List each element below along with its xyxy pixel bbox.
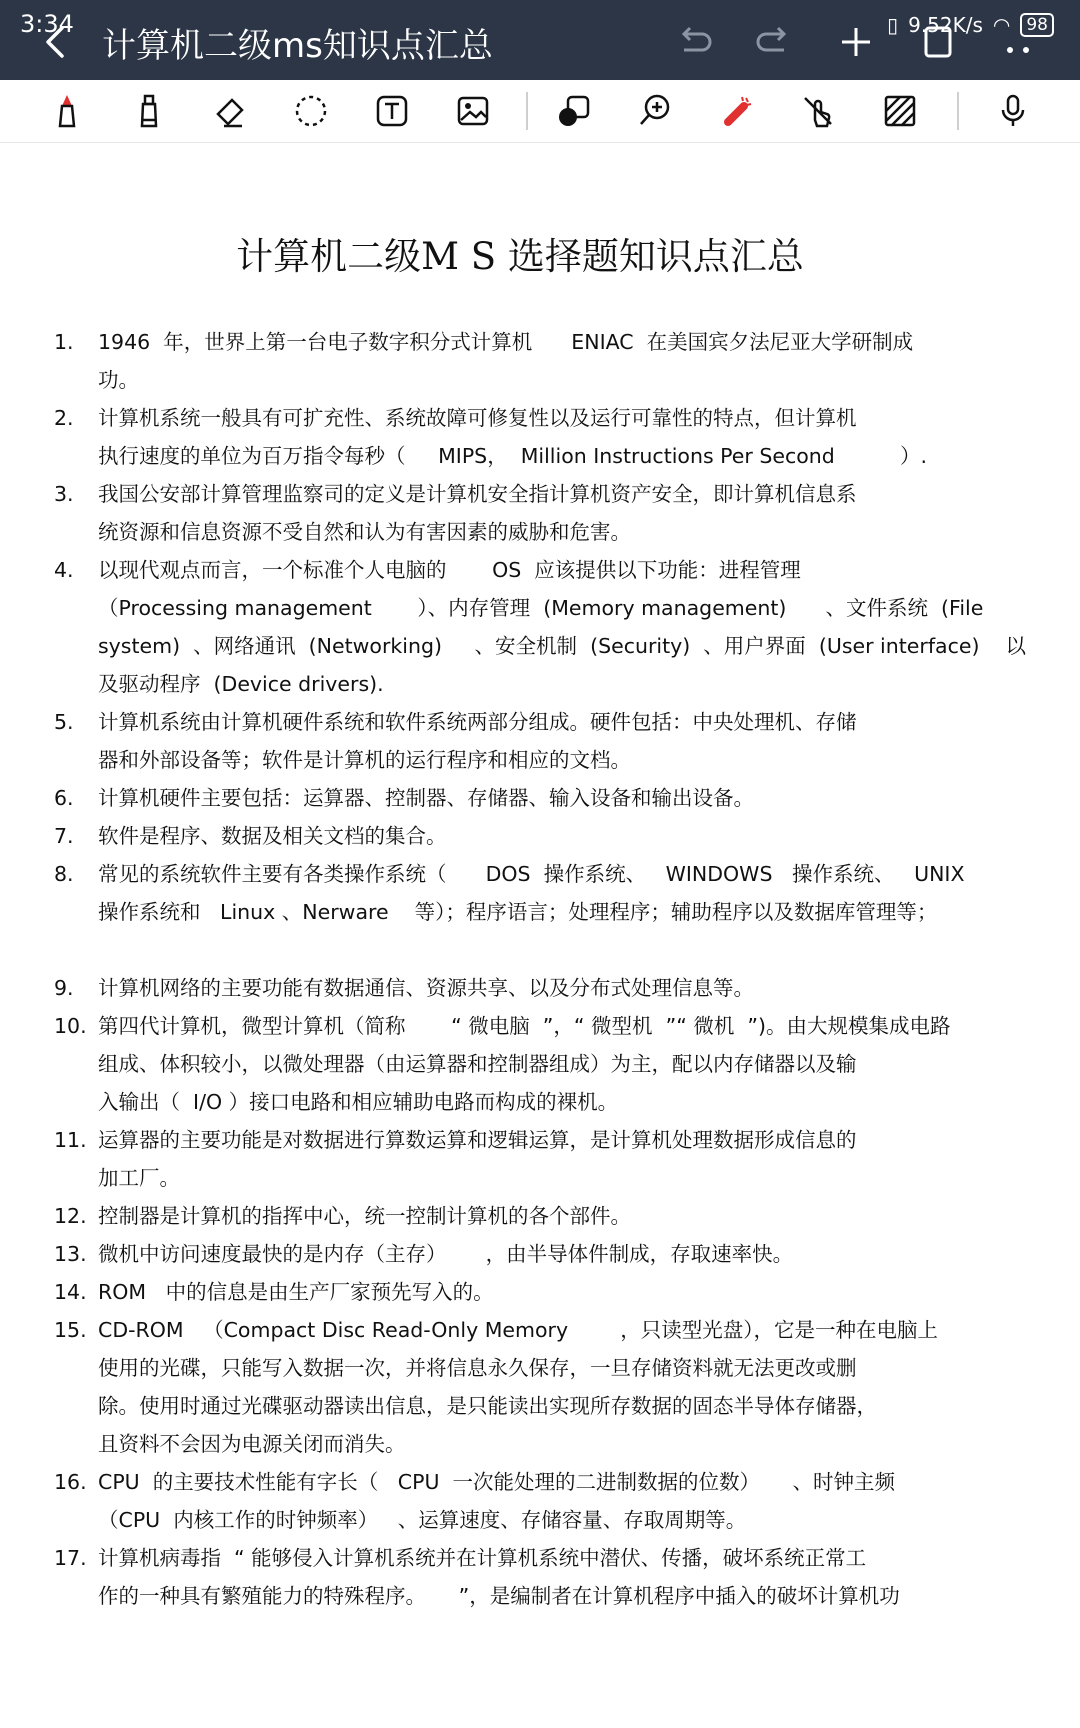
shape-tool[interactable] (553, 90, 595, 132)
touch-toggle-tool[interactable] (797, 90, 839, 132)
item-text-line: 软件是程序、数据及相关文档的集合。 (98, 824, 447, 848)
battery-level: 98 (1020, 13, 1054, 37)
item-text-line: 统资源和信息资源不受自然和认为有害因素的威胁和危害。 (98, 520, 631, 544)
list-item (0, 1539, 1040, 1615)
status-indicators (887, 10, 1054, 40)
redo-icon[interactable] (752, 20, 796, 64)
item-number: 15. (54, 1318, 87, 1342)
item-text-line: 计算机系统由计算机硬件系统和软件系统两部分组成。硬件包括：中央处理机、存储 (98, 710, 857, 734)
item-text-line: 器和外部设备等；软件是计算机的运行程序和相应的文档。 (98, 748, 631, 772)
list-item (0, 1007, 1040, 1121)
item-text-line: 第四代计算机，微型计算机（简称 “ 微电脑 ”，“ 微型机 ”“ 微机 ”)。由大规模集成电路 (98, 1014, 951, 1038)
item-text-line: 加工厂。 (98, 1166, 180, 1190)
annotation-toolbar (0, 80, 1080, 143)
list-item (0, 855, 1040, 931)
item-text-line: 组成、体积较小，以微处理器（由运算器和控制器组成）为主，配以内存储器以及输 (98, 1052, 857, 1076)
item-text-line: CPU 的主要技术性能有字长（ CPU 一次能处理的二进制数据的位数） 、时钟主频 (98, 1470, 896, 1494)
microphone-icon (994, 92, 1032, 130)
text-box-tool[interactable] (371, 90, 413, 132)
pen-tool[interactable] (46, 90, 88, 132)
item-text-line: 除。使用时通过光碟驱动器读出信息，是只能读出实现所存数据的固态半导体存储器， (98, 1394, 877, 1418)
document-page (0, 143, 1080, 1728)
item-number: 17. (54, 1546, 87, 1570)
item-text-line: 且资料不会因为电源关闭而消失。 (98, 1432, 406, 1456)
item-text-line: 以现代观点而言，一个标准个人电脑的 OS 应该提供以下功能：进程管理 (98, 558, 801, 582)
shape-icon (555, 92, 593, 130)
item-text-line: （Processing management ）、内存管理 (Memory management) 、文件系统 (File (98, 596, 984, 620)
list-item (0, 817, 1040, 855)
page-title: 计算机二级M S 选择题知识点汇总 (236, 235, 804, 278)
status-time: 3:34 (20, 10, 74, 38)
item-number: 16. (54, 1470, 87, 1494)
item-number: 7. (54, 824, 74, 848)
touch-disabled-icon (799, 92, 837, 130)
zoom-tool[interactable] (634, 90, 676, 132)
background-pattern-tool[interactable] (879, 90, 921, 132)
list-item (0, 323, 1040, 399)
toolbar-divider (957, 92, 959, 130)
item-text-line: 1946 年，世界上第一台电子数字积分式计算机 ENIAC 在美国宾夕法尼亚大学研制成 (98, 330, 914, 354)
eraser-icon (210, 92, 248, 130)
item-text-line: 计算机系统一般具有可扩充性、系统故障可修复性以及运行可靠性的特点，但计算机 (98, 406, 857, 430)
list-item (0, 779, 1040, 817)
item-number: 10. (54, 1014, 87, 1038)
list-item (0, 399, 1040, 475)
eraser-tool[interactable] (208, 90, 250, 132)
item-text-line: 功。 (98, 368, 139, 392)
list-item (0, 969, 1040, 1007)
hatch-pattern-icon (881, 92, 919, 130)
laser-pointer-icon (718, 92, 756, 130)
item-number: 8. (54, 862, 74, 886)
item-text-line: （CPU 内核工作的时钟频率） 、运算速度、存储容量、存取周期等。 (98, 1508, 747, 1532)
list-item (0, 1121, 1040, 1197)
list-item (0, 1235, 1040, 1273)
list-item (0, 703, 1040, 779)
item-text-line: 我国公安部计算管理监察司的定义是计算机安全指计算机资产安全，即计算机信息系 (98, 482, 857, 506)
item-number: 6. (54, 786, 74, 810)
laser-pointer-tool[interactable] (716, 90, 758, 132)
item-text-line: 操作系统和 Linux 、Nerware 等）；程序语言；处理程序；辅助程序以及数据库管理等； (98, 900, 938, 924)
app-bar (0, 0, 1080, 80)
list-item (0, 1197, 1040, 1235)
item-text-line: 计算机硬件主要包括：运算器、控制器、存储器、输入设备和输出设备。 (98, 786, 754, 810)
vibrate-icon: ▯ (887, 13, 899, 37)
item-text-line: system) 、网络通讯 (Networking) 、安全机制 (Security) 、用户界面 (User interface) 以 (98, 634, 1027, 658)
item-number: 1. (54, 330, 74, 354)
item-number: 9. (54, 976, 74, 1000)
list-item (0, 551, 1040, 703)
item-text-line: 常见的系统软件主要有各类操作系统（ DOS 操作系统、 WINDOWS 操作系统、 UNIX (98, 862, 965, 886)
item-text-line: 及驱动程序 (Device drivers). (98, 672, 384, 696)
item-text-line: 控制器是计算机的指挥中心，统一控制计算机的各个部件。 (98, 1204, 631, 1228)
item-number: 5. (54, 710, 74, 734)
item-number: 4. (54, 558, 74, 582)
text-box-icon (373, 92, 411, 130)
toolbar-divider (526, 92, 528, 130)
image-icon (454, 92, 492, 130)
item-text-line: 使用的光碟，只能写入数据一次，并将信息永久保存，一旦存储资料就无法更改或删 (98, 1356, 857, 1380)
document-title: 计算机二级ms知识点汇总 (102, 26, 493, 66)
voice-record-tool[interactable] (992, 90, 1034, 132)
list-item (0, 1273, 1040, 1311)
knowledge-point-list (0, 323, 1040, 1615)
list-item (0, 475, 1040, 551)
network-speed: 9.52K/s (908, 13, 983, 37)
undo-icon[interactable] (672, 20, 716, 64)
lasso-select-icon (292, 92, 330, 130)
wifi-icon: ◠ (992, 13, 1011, 37)
highlighter-tool[interactable] (128, 90, 170, 132)
item-text-line: 执行速度的单位为百万指令每秒（ MIPS， Million Instructions Per Second ）. (98, 444, 927, 468)
item-text-line: 运算器的主要功能是对数据进行算数运算和逻辑运算，是计算机处理数据形成信息的 (98, 1128, 857, 1152)
item-number: 2. (54, 406, 74, 430)
item-text-line: 作的一种具有繁殖能力的特殊程序。 ”，是编制者在计算机程序中插入的破坏计算机功 (98, 1584, 900, 1608)
blank-line (0, 931, 1040, 969)
image-insert-tool[interactable] (452, 90, 494, 132)
pen-icon (48, 92, 86, 130)
item-text-line: 计算机病毒指 “ 能够侵入计算机系统并在计算机系统中潜伏、传播，破坏系统正常工 (98, 1546, 867, 1570)
item-text-line: 微机中访问速度最快的是内存（主存） ，由半导体件制成，存取速率快。 (98, 1242, 794, 1266)
item-number: 3. (54, 482, 74, 506)
zoom-in-icon (636, 92, 674, 130)
item-text-line: 计算机网络的主要功能有数据通信、资源共享、以及分布式处理信息等。 (98, 976, 754, 1000)
back-arrow-icon[interactable] (36, 22, 76, 62)
list-item (0, 1463, 1040, 1539)
item-number: 14. (54, 1280, 87, 1304)
highlighter-icon (130, 92, 168, 130)
lasso-tool[interactable] (290, 90, 332, 132)
item-text-line: 入输出（ I/O ）接口电路和相应辅助电路而构成的裸机。 (98, 1090, 619, 1114)
add-page-icon[interactable] (834, 20, 878, 64)
item-number: 13. (54, 1242, 87, 1266)
item-text-line: CD-ROM （Compact Disc Read-Only Memory ，只读型光盘），它是一种在电脑上 (98, 1318, 938, 1342)
item-number: 12. (54, 1204, 87, 1228)
item-number: 11. (54, 1128, 87, 1152)
list-item (0, 1311, 1040, 1463)
item-text-line: ROM 中的信息是由生产厂家预先写入的。 (98, 1280, 494, 1304)
